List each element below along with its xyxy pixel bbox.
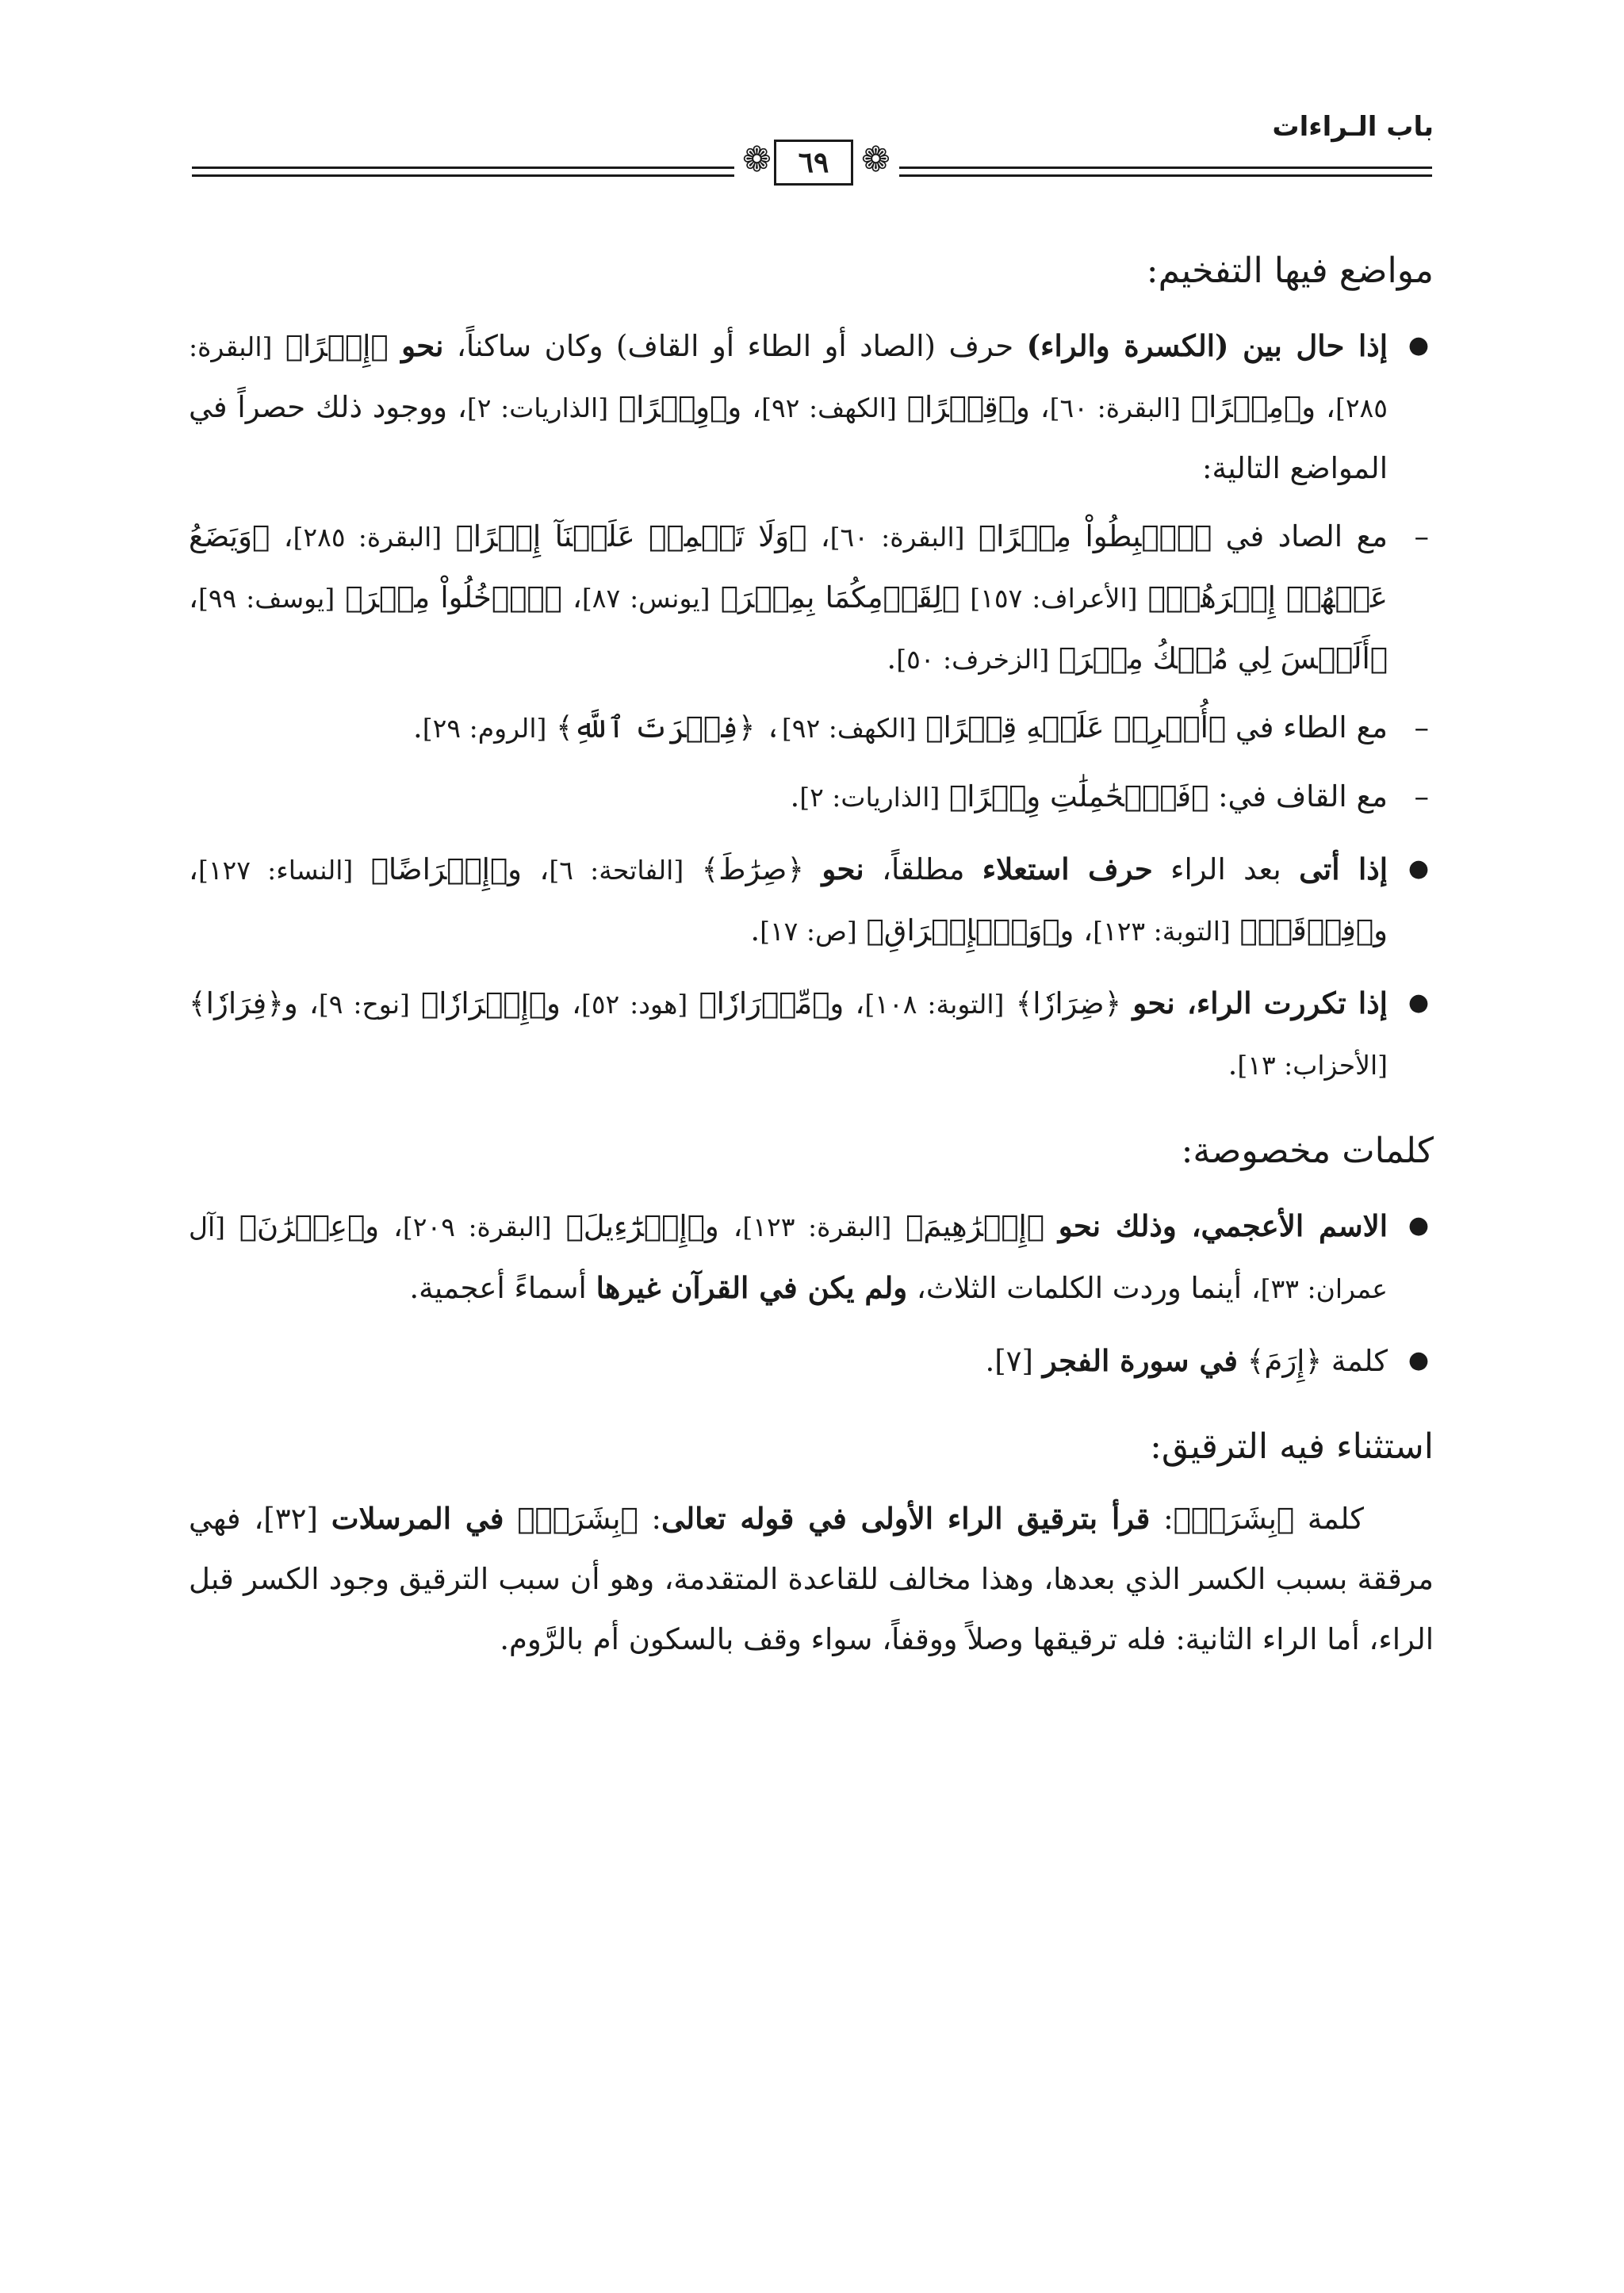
verse-ref: [نوح: ٩] [318, 989, 410, 1020]
nahw-label: نحو [822, 852, 864, 886]
text: . [1228, 1047, 1238, 1081]
verse-ref: [الأحزاب: ١٣] [1237, 1050, 1388, 1081]
quran-word: ﴿إِصۡرًا﴾ [272, 329, 402, 363]
bold-term: قرأ بترقيق الراء الأولى في قوله تعالى [661, 1501, 1151, 1536]
quran-word: ، و﴿وَٱلۡإِشۡرَاقِ﴾ [856, 913, 1094, 947]
quran-word: ، و﴿إِعۡرَاضًا﴾ [353, 852, 550, 886]
quran-word: كلمة ﴿إِرَمَ﴾ [1237, 1344, 1388, 1378]
nahw-label: نحو [401, 328, 444, 363]
quran-word: مع الطاء في ﴿أُفۡرِغۡ عَلَيۡهِ قِطۡرًا﴾ [916, 710, 1388, 745]
verse-ref: [آل عمران: ٣٣] [189, 1212, 1388, 1304]
verse-ref: [البقرة: ٦٠] [829, 522, 965, 553]
quran-word: ، ﴿ٱدۡخُلُواْ مِصۡرَ﴾ [335, 580, 582, 614]
text: ، أينما وردت الكلمات الثلاث، [907, 1271, 1261, 1305]
quran-word: ﴿إِبۡرَٰهِيمَ﴾ [891, 1209, 1059, 1243]
quran-word: مع القاف في: ﴿فَٱلۡحَٰمِلَٰتِ وِقۡرًا﴾ [940, 779, 1388, 813]
spacer [189, 1391, 1434, 1414]
text: [٣٢]، فهي مرققة بسبب الكسر الذي بعدها، وهذا مخالف للقاعدة المتقدمة، وهو أن سبب الترقيق وجود الكسر قبل الراء، أما الراء الثانية: فله ترقيقها وصلاً ووقفاً، سواء وقف بالسكون أم بالرَّوم. [189, 1502, 1434, 1656]
quran-word: ، و﴿إِسۡرَارٗا﴾ [409, 986, 581, 1020]
verse-ref: [البقرة: ١٢٣] [742, 1212, 892, 1242]
list-item [189, 973, 1434, 1096]
verse-ref: [هود: ٥٢] [580, 989, 688, 1020]
text: . [887, 641, 897, 676]
verse-ref: [الذاريات: ٢] [799, 782, 940, 813]
verse-ref: [الكهف: ٩٢] [781, 713, 917, 744]
text: حرف (الصاد أو الطاء أو القاف) وكان ساكناً، [443, 329, 1027, 363]
text: مطلقاً، [864, 852, 982, 886]
quran-word: ﴿ضِرَارٗا﴾ [1004, 986, 1133, 1020]
verse-ref: [البقرة: ٢٠٩] [402, 1212, 552, 1242]
verse-ref: [الذاريات: ٢] [466, 392, 609, 423]
verse-ref: [الكهف: ٩٢] [761, 392, 897, 423]
list-item [189, 839, 1434, 962]
list-item [189, 1196, 1434, 1319]
rule-lead: الاسم الأعجمي، وذلك نحو [1058, 1208, 1388, 1243]
text: . [750, 913, 760, 947]
bold-term: ولم يكن في القرآن غيرها [596, 1270, 908, 1305]
text: . [413, 710, 423, 745]
quran-word: مع الصاد في ﴿ٱهۡبِطُواْ مِصۡرًا﴾ [964, 519, 1388, 553]
quran-word: ، و﴿قِطۡرًا﴾ [896, 390, 1050, 424]
quran-word: ، و﴿وِقۡرًا﴾ [608, 390, 762, 424]
quran-word: ، و﴿فِرَارٗا﴾ [189, 986, 319, 1020]
verse-ref: [ص: ١٧] [760, 916, 857, 947]
list-item [189, 767, 1434, 828]
verse-ref: [التوبة: ١٠٨] [864, 989, 1005, 1020]
verse-ref: [الفاتحة: ٦] [549, 855, 684, 886]
quran-word: ، ﴿وَلَا تَحۡمِلۡ عَلَيۡنَآ إِصۡرًا﴾ [442, 519, 830, 553]
rule-lead: إذا أتى [1299, 852, 1388, 886]
text: بعد الراء [1152, 852, 1300, 886]
quran-word: ، و﴿إِسۡرَٰٓءِيلَ﴾ [551, 1209, 743, 1243]
verse-ref: [الأعراف: ١٥٧] [970, 583, 1138, 614]
quran-word: ، ﴿وَيَضَعُ عَنۡهُمۡ إِصۡرَهُمۡ﴾ [189, 519, 1388, 614]
verse-ref: [الزخرف: ٥٠] [896, 644, 1050, 675]
bold-term: في المرسلات [331, 1501, 504, 1536]
section-heading-exception: استثناء فيه الترقيق: [1150, 1426, 1434, 1467]
verse-ref: [٧]. [985, 1344, 1043, 1378]
bold-term: حرف استعلاء [982, 852, 1153, 886]
quran-word: ﴿صِرَٰطَ﴾ [684, 852, 822, 886]
verse-ref: [الروم: ٢٩] [422, 713, 547, 744]
header-rule [899, 167, 1432, 169]
exception-paragraph [189, 1488, 1434, 1670]
list-item [189, 316, 1434, 499]
verse-ref: [التوبة: ١٢٣] [1093, 916, 1231, 947]
quran-word: كلمة ﴿بِشَرَرٖ﴾: [1150, 1502, 1364, 1536]
list-item [189, 507, 1434, 690]
tafkhim-list [189, 316, 1434, 1096]
verse-ref: [يوسف: ٩٩] [197, 583, 335, 614]
main-text [189, 238, 1434, 1670]
running-title: باب الـراءات [1272, 111, 1434, 143]
text: . [790, 779, 800, 813]
ornament-icon: ❁ [861, 140, 891, 180]
quran-word: ، و﴿فِرۡقَةٖ﴾ [189, 852, 1388, 947]
page-number: ٦٩ [774, 140, 853, 186]
verse-ref: [البقرة: ٦٠] [1049, 392, 1181, 423]
quran-word: ، و﴿عِمۡرَٰنَ﴾ [225, 1209, 403, 1243]
list-item [189, 1330, 1434, 1391]
rule-lead: إذا تكررت الراء، نحو [1132, 986, 1388, 1020]
verse-ref: [النساء: ١٢٧] [197, 855, 354, 886]
quran-word: ﴿لِقَوۡمِكُمَا بِمِصۡرَ﴾ [710, 580, 971, 614]
quran-word: ، و﴿مِصۡرًا﴾ [1181, 390, 1335, 424]
section-heading-tafkhim: مواضع فيها التفخيم: [1146, 251, 1434, 291]
header-rule [192, 167, 734, 169]
header-rule [899, 174, 1432, 177]
section-heading-special-words: كلمات مخصوصة: [1181, 1131, 1434, 1171]
list-item [189, 698, 1434, 759]
verse-ref: [البقرة: ٢٨٥] [189, 331, 1388, 423]
bold-term: في سورة الفجر [1042, 1343, 1238, 1378]
rule-lead: إذا حال بين (الكسرة والراء) [1026, 328, 1388, 363]
quran-word: ، و﴿مِّدۡرَارٗا﴾ [688, 986, 865, 1020]
verse-ref: [يونس: ٨٧] [581, 583, 710, 614]
quran-word: : ﴿بِشَرَرٖ﴾ [504, 1502, 661, 1536]
quran-word: ، ﴿أَلَيۡسَ لِي مُلۡكُ مِصۡرَ﴾ [189, 580, 1388, 676]
header-rule [192, 174, 734, 177]
verse-ref: [البقرة: ٢٨٥] [293, 522, 442, 553]
quran-word: ، ﴿فِطۡرَتَ ٱللَّهِ﴾ [546, 710, 782, 745]
text: أسماءً أعجمية. [409, 1271, 596, 1305]
special-words-list [189, 1196, 1434, 1391]
ornament-icon: ❁ [742, 140, 772, 180]
spacer [189, 1096, 1434, 1118]
text: ، ووجود ذلك حصراً في المواضع التالية: [189, 390, 1388, 485]
